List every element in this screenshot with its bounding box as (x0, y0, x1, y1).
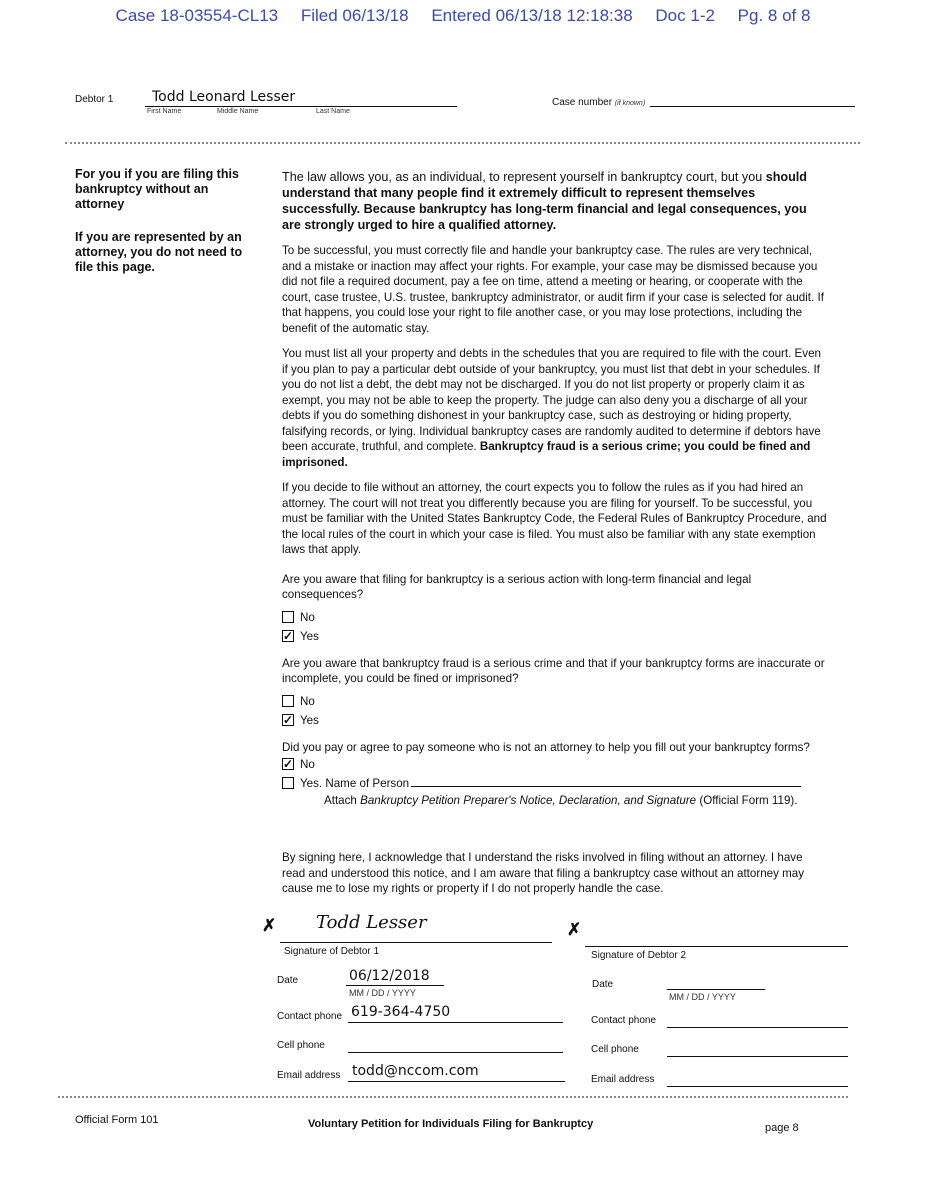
entered-date: Entered 06/13/18 12:18:38 (431, 6, 633, 25)
cell-phone-line-1 (348, 1052, 563, 1053)
case-number-line (650, 106, 855, 107)
q1-no-label: No (300, 610, 315, 624)
contact-phone-label-1: Contact phone (277, 1011, 343, 1022)
attach-italic: Bankruptcy Petition Preparer's Notice, Declaration, and Signature (360, 794, 697, 807)
if-known-label: (if known) (614, 100, 646, 107)
question-2-text: Are you aware that bankruptcy fraud is a serious crime and that if your bankruptcy forms are inaccurate or incomplete, you could be fined or imprisoned? (282, 656, 825, 685)
q3-no-label: No (300, 758, 315, 771)
checkbox-checked-icon[interactable] (282, 630, 294, 642)
sidebar-note-represented: If you are represented by an attorney, you do not need to file this page. (75, 230, 243, 274)
checkbox-checked-icon[interactable] (282, 758, 294, 770)
date-format-2: MM / DD / YYYY (669, 992, 736, 1002)
debtor-1-signature: Todd Lesser (316, 912, 427, 933)
date-value-1: 06/12/2018 (349, 968, 430, 984)
q2-option-yes[interactable] (282, 711, 827, 730)
date-format-1: MM / DD / YYYY (349, 988, 416, 998)
signature-debtor-2-label: Signature of Debtor 2 (591, 950, 687, 961)
contact-phone-line-2 (667, 1027, 848, 1028)
email-label-2: Email address (591, 1074, 655, 1085)
property-normal: You must list all your property and debts in the schedules that you are required to file with the court. Even if you plan to pay a particular debt outside of your bankruptcy, you must list that debt in your schedules. If you do not list a debt, the debt may not be discharged. If you do not list property or properly claim it as exempt, you may not be able to keep the property. The judge can also deny you a discharge of all your debts if you do something dishonest in your bankruptcy case, such as destroying or hiding property, falsifying records, or lying. Individual bankruptcy cases are randomly audited to determine if debtors have been accurate, truthful, and complete. (282, 347, 821, 453)
scan-divider-bottom (58, 1096, 848, 1098)
signature-debtor-1-label: Signature of Debtor 1 (284, 946, 380, 957)
signature-2-line (585, 946, 848, 947)
attach-form-119 (282, 793, 847, 808)
question-2 (282, 656, 827, 730)
q3-option-yes[interactable] (282, 774, 847, 793)
question-1-text: Are you aware that filing for bankruptcy is a serious action with long-term financial and legal consequences? (282, 572, 752, 601)
court-header (0, 6, 926, 26)
case-number-text: Case number (552, 97, 613, 108)
paragraph-property (282, 346, 827, 470)
paragraph-without-attorney: If you decide to file without an attorney, the court expects you to follow the rules as if you had hired an attorney. The court will not treat you differently because you are filing for yourself. To be successful, you must be familiar with the United States Bankruptcy Code, the Federal Rules of Bankruptcy Procedure, and the local rules of the court in which your case is filed. You must also be familiar with any state exemption laws that apply. (282, 481, 827, 556)
case-number: Case 18-03554-CL13 (115, 6, 279, 25)
date-line-1 (346, 985, 444, 986)
debtor-label: Debtor 1 (75, 94, 114, 105)
q1-yes-label: Yes (300, 629, 319, 643)
email-label-1: Email address (277, 1070, 341, 1081)
intro-bold: should understand that many people find it extremely difficult to represent themselves successfully. Because bankruptcy has long-term financial and legal consequences, you are strongly urged to hire a qualified attorney. (282, 170, 807, 232)
page-count: Pg. 8 of 8 (737, 6, 811, 25)
notice-body (282, 169, 827, 808)
doc-number: Doc 1-2 (655, 6, 715, 25)
q3-option-no[interactable] (282, 755, 847, 774)
date-label-2: Date (592, 979, 614, 990)
question-1 (282, 572, 827, 646)
q1-option-yes[interactable] (282, 627, 827, 646)
checkbox-unchecked-icon[interactable] (282, 695, 294, 707)
preparer-name-field[interactable] (411, 786, 801, 787)
date-label-1: Date (277, 975, 299, 986)
email-line-1 (348, 1081, 565, 1082)
debtor-name-line (145, 106, 457, 107)
sidebar-note-no-attorney: For you if you are filing this bankruptcy without an attorney (75, 167, 239, 211)
question-3-text: Did you pay or agree to pay someone who is not an attorney to help you fill out your bankruptcy forms? (282, 740, 810, 754)
contact-phone-label-2: Contact phone (591, 1015, 657, 1026)
first-name-label: First Name (147, 108, 182, 115)
last-name-label: Last Name (316, 108, 350, 115)
email-line-2 (667, 1086, 848, 1087)
cell-phone-line-2 (667, 1056, 848, 1057)
q1-option-no[interactable] (282, 608, 827, 627)
contact-phone-value-1: 619-364-4750 (351, 1004, 451, 1020)
sign-here-x-icon: ✗ (262, 916, 277, 935)
question-3 (282, 740, 847, 809)
cell-phone-label-1: Cell phone (277, 1040, 325, 1051)
q3-yes-label: Yes. Name of Person (300, 777, 410, 790)
paragraph-success: To be successful, you must correctly file and handle your bankruptcy case. The rules are very technical, and a mistake or inaction may affect your rights. For example, your case may be dismissed because you did not file a required document, pay a fee on time, attend a meeting or hearing, or cooperate with the court, case trustee, U.S. trustee, bankruptcy administrator, or audit firm if your case is selected for audit. If that happens, you could lose your right to file another case, or you may lose protections, including the benefit of the automatic stay. (282, 244, 824, 335)
attach-suffix: (Official Form 119). (696, 794, 798, 807)
acknowledgement-text: By signing here, I acknowledge that I understand the risks involved in filing without an attorney. I have read and understood this notice, and I am aware that filing a bankruptcy case without an attorney may cause me to lose my rights or property if I do not properly handle the case. (282, 851, 805, 895)
q2-option-no[interactable] (282, 692, 827, 711)
contact-phone-line-1 (348, 1022, 563, 1023)
filed-date: Filed 06/13/18 (300, 6, 409, 25)
case-number-label (552, 97, 645, 108)
date-line-2 (667, 989, 765, 990)
signature-1-line (280, 942, 552, 943)
checkbox-unchecked-icon[interactable] (282, 611, 294, 623)
paragraph-intro (282, 169, 827, 233)
q2-yes-label: Yes (300, 713, 319, 727)
middle-name-label: Middle Name (217, 108, 259, 115)
sign-here-x-icon: ✗ (567, 920, 582, 939)
email-value-1: todd@nccom.com (352, 1063, 479, 1079)
property-bold: Bankruptcy fraud is a serious crime; you could be fined and imprisoned. (282, 440, 811, 469)
checkbox-checked-icon[interactable] (282, 714, 294, 726)
scan-divider-top (65, 142, 860, 144)
debtor-name: Todd Leonard Lesser (152, 89, 296, 105)
footer-page: page 8 (765, 1122, 799, 1134)
checkbox-unchecked-icon[interactable] (282, 777, 294, 789)
intro-normal: The law allows you, as an individual, to represent yourself in bankruptcy court, but you (282, 170, 766, 184)
cell-phone-label-2: Cell phone (591, 1044, 639, 1055)
footer-form-name: Official Form 101 (75, 1114, 159, 1126)
attach-prefix: Attach (324, 794, 361, 807)
footer-title: Voluntary Petition for Individuals Filing for Bankruptcy (308, 1118, 594, 1130)
q2-no-label: No (300, 694, 315, 708)
